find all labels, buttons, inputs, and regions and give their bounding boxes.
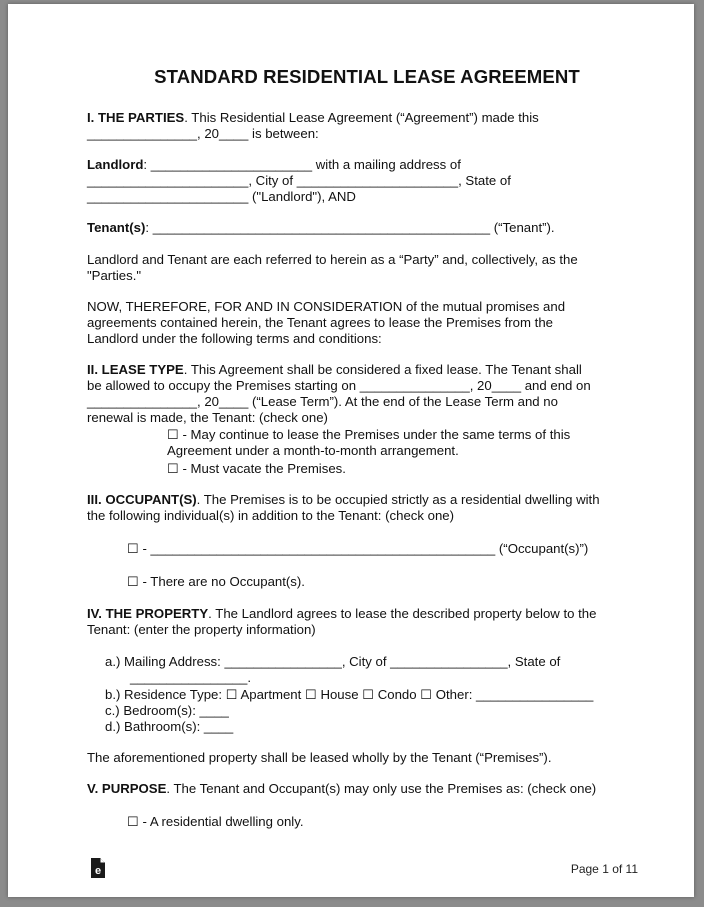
lease-option-month-to-month[interactable]: ☐ - May continue to lease the Premises under the same terms of this (167, 427, 571, 442)
tenant-text-1: : ______________________________________________ (“Tenant”). (145, 220, 555, 235)
property-mailing-address: a.) Mailing Address: ________________, City of ________________, State of (105, 654, 561, 669)
purpose-heading: V. PURPOSE (87, 781, 167, 796)
property-line-1 (87, 606, 647, 622)
parties-line-2: _______________, 20____ is between: (87, 126, 319, 141)
property-line-2: Tenant: (enter the property information) (87, 622, 316, 637)
occupants-line-1 (87, 492, 647, 508)
parties-heading: I. THE PARTIES (87, 110, 185, 125)
purpose-text-1: . The Tenant and Occupant(s) may only use the Premises as: (check one) (166, 781, 597, 796)
lease-type-line-4: renewal is made, the Tenant: (check one) (87, 410, 328, 425)
occupants-text-1: . The Premises is to be occupied strictly as a residential dwelling with (196, 492, 600, 507)
landlord-line-3: ______________________ ("Landlord"), AND (87, 189, 356, 204)
document-page (8, 4, 694, 897)
party-note-line-1: Landlord and Tenant are each referred to herein as a “Party” and, collectively, as the (87, 252, 578, 267)
occupants-option-none[interactable]: ☐ - There are no Occupant(s). (127, 574, 305, 589)
purpose-option-residential[interactable]: ☐ - A residential dwelling only. (127, 814, 304, 829)
lease-type-text-1: . This Agreement shall be considered a fixed lease. The Tenant shall (183, 362, 582, 377)
property-mailing-address-cont (105, 670, 647, 686)
parties-line-1 (87, 110, 647, 126)
purpose-line-1 (87, 781, 647, 797)
eforms-document-icon (90, 857, 106, 879)
occupants-line-2: the following individual(s) in addition to the Tenant: (check one) (87, 508, 455, 523)
property-heading: IV. THE PROPERTY (87, 606, 209, 621)
lease-type-heading: II. LEASE TYPE (87, 362, 184, 377)
property-residence-type[interactable]: b.) Residence Type: ☐ Apartment ☐ House ☐ Condo ☐ Other: ________________ (105, 687, 594, 702)
lease-type-line-3: _______________, 20____ (“Lease Term”). At the end of the Lease Term and no (87, 394, 558, 409)
property-bedrooms: c.) Bedroom(s): ____ (105, 703, 229, 718)
property-bathrooms: d.) Bathroom(s): ____ (105, 719, 234, 734)
document-title: STANDARD RESIDENTIAL LEASE AGREEMENT (154, 66, 580, 87)
tenant-label: Tenant(s) (87, 220, 146, 235)
party-note-line-2: "Parties." (87, 268, 142, 283)
svg-text:e: e (94, 865, 102, 877)
consideration-line-2: agreements contained herein, the Tenant agrees to lease the Premises from the (87, 315, 553, 330)
property-state-blank: ________________. (130, 670, 252, 685)
occupants-option-named[interactable]: ☐ - _______________________________________________ (“Occupant(s)”) (127, 541, 589, 556)
page-number: Page 1 of 11 (570, 862, 638, 876)
landlord-text-1: : ______________________ with a mailing address of (143, 157, 461, 172)
landlord-line-2: ______________________, City of ______________________, State of (87, 173, 511, 188)
tenant-line-1 (87, 220, 647, 236)
landlord-line-1 (87, 157, 647, 173)
consideration-line-1: NOW, THEREFORE, FOR AND IN CONSIDERATION of the mutual promises and (87, 299, 566, 314)
landlord-label: Landlord (87, 157, 144, 172)
property-text-1: . The Landlord agrees to lease the described property below to the (208, 606, 597, 621)
lease-option-vacate[interactable]: ☐ - Must vacate the Premises. (167, 461, 346, 476)
lease-type-line-2: be allowed to occupy the Premises starting on _______________, 20____ and end on (87, 378, 591, 393)
property-closing: The aforementioned property shall be leased wholly by the Tenant (“Premises”). (87, 750, 552, 765)
consideration-line-3: Landlord under the following terms and conditions: (87, 331, 382, 346)
occupants-heading: III. OCCUPANT(S) (87, 492, 197, 507)
lease-type-line-1 (87, 362, 647, 378)
parties-text-1: . This Residential Lease Agreement (“Agreement”) made this (184, 110, 539, 125)
lease-option-month-to-month-cont: Agreement under a month-to-month arrangement. (167, 443, 459, 458)
